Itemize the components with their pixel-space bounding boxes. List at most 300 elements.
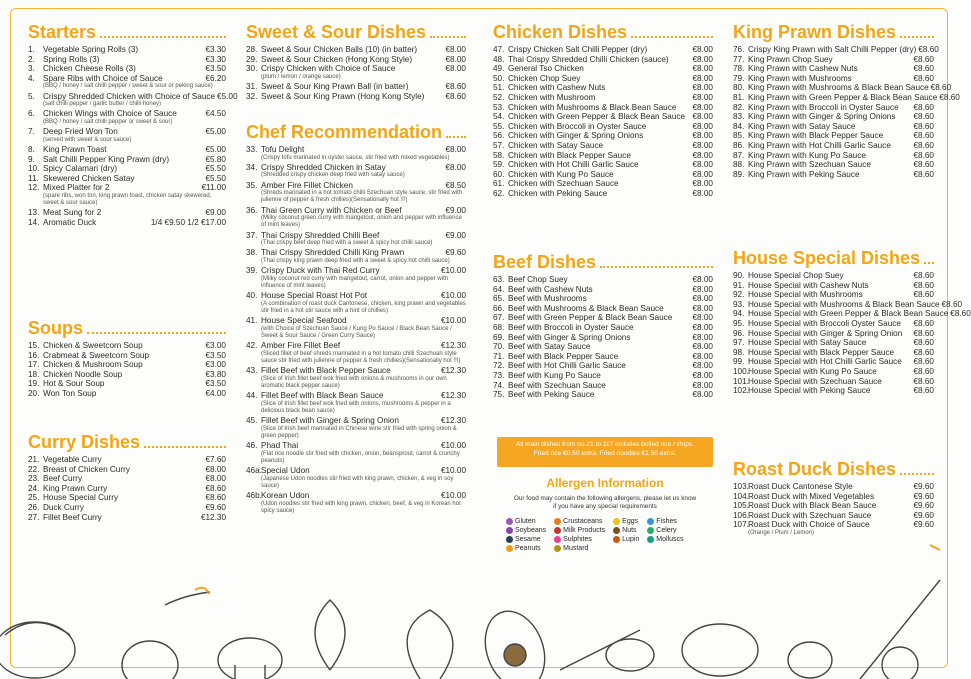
- menu-item-price: €8.60: [913, 376, 934, 386]
- allergen-entry: [554, 527, 605, 534]
- menu-item-description: (Sliced fillet of beef shreds marinated in a hot tomato chilli Szechuan style sauce stir fried with julienne of pepper & fresh chillies)(Sensationally hot !!!): [261, 350, 461, 364]
- menu-item-name: House Special with Szechuan Sauce: [748, 376, 882, 386]
- menu-item-num: 19.: [28, 379, 40, 389]
- menu-item-num: 39.: [246, 266, 258, 276]
- menu-item-description: (with Choice of Szechuan Sauce / Kung Po Sauce / Black Bean Sauce / Sweet & Sour Sauce / Green Curry Sauce): [261, 325, 452, 339]
- menu-item-name: House Special with Ginger & Spring Onion: [748, 328, 903, 338]
- menu-item-name: Crispy Duck with Thai Red Curry: [261, 266, 380, 276]
- menu-item-price: €8.60: [913, 290, 934, 300]
- menu-item-num: 23.: [28, 474, 40, 484]
- menu-item-name: Chicken Wings with Choice of Sauce: [43, 109, 177, 119]
- allergen-entry: [506, 518, 546, 525]
- menu-item-name: Roast Duck with Choice of Sauce: [748, 520, 870, 530]
- title-dots: [144, 446, 226, 448]
- menu-item-price: €8.60: [913, 112, 934, 122]
- menu-section: [493, 22, 713, 199]
- menu-item-num: 20.: [28, 388, 40, 398]
- menu-item-num: 68.: [493, 322, 505, 332]
- menu-item-num: 46.: [246, 441, 258, 451]
- section-title: [733, 22, 934, 42]
- menu-item-price: €8.60: [913, 357, 934, 367]
- menu-item-price: €8.00: [445, 162, 466, 172]
- menu-item-name: Thai Crispy Shredded Chilli Beef: [261, 230, 380, 240]
- leek-icon: [860, 580, 940, 679]
- menu-item: [28, 208, 226, 218]
- menu-item-name: Beef with Green Pepper & Black Bean Sauce: [508, 313, 673, 323]
- menu-item-num: 65.: [493, 294, 505, 304]
- menu-item-num: 96.: [733, 328, 745, 338]
- menu-item-price: €8.60: [913, 366, 934, 376]
- avocado-icon: [475, 603, 555, 679]
- menu-item-num: 62.: [493, 188, 505, 198]
- menu-item-price: €10.00: [440, 266, 466, 276]
- menu-item-description: (Udon noodles stir fried with king prawn, chicken, beef, & veg in Korean hot spicy sauce): [261, 500, 461, 514]
- menu-item: [493, 160, 713, 170]
- title-dots: [446, 136, 466, 138]
- menu-item-num: 106.: [733, 510, 749, 520]
- menu-item-price: €8.00: [692, 188, 713, 198]
- menu-item-num: 64.: [493, 284, 505, 294]
- menu-item-price: €8.60: [913, 160, 934, 170]
- menu-item-name: Thai Crispy Shredded Chilli King Prawn: [261, 248, 405, 258]
- menu-item-name: Special Udon: [261, 466, 310, 476]
- menu-item-name: House Special with Satay Sauce: [748, 338, 867, 348]
- menu-item-price: €8.00: [692, 150, 713, 160]
- menu-item-description: (Shreds marinated in a hot tomato chilli Szechuan style sauce, stir fried with julienne of pepper & fresh chillies)(Sensationally hot !!!): [261, 190, 463, 204]
- menu-item-num: 71.: [493, 351, 505, 361]
- menu-item: [733, 338, 934, 348]
- menu-item-name: King Prawn with Black Pepper Sauce: [748, 131, 884, 141]
- menu-item-name: Chicken with Broccoli in Oyster Sauce: [508, 121, 647, 131]
- allergen-entry: [613, 518, 639, 525]
- menu-item-name: King Prawn Curry: [43, 483, 108, 493]
- menu-item-price: €4.50: [205, 109, 226, 119]
- menu-item-price: €3.00: [205, 360, 226, 370]
- menu-item: [246, 491, 466, 501]
- menu-item-price: €8.00: [692, 169, 713, 179]
- menu-item-price: €3.00: [205, 341, 226, 350]
- menu-item-description: (A combination of roast duck Cantonese, chicken, king prawn and vegetables stir fried in a hot stir sauce with a hint of chillies): [261, 300, 466, 314]
- menu-item-name: Beef Chop Suey: [508, 275, 568, 284]
- menu-item: [733, 357, 934, 367]
- section-title: [28, 432, 226, 452]
- menu-item-num: 101.: [733, 376, 749, 386]
- menu-item: [493, 122, 713, 132]
- allergen-label: Lupin: [622, 536, 640, 543]
- menu-item-name: House Special Seafood: [261, 316, 347, 326]
- menu-item: [28, 145, 226, 155]
- menu-item-price: €8.60: [913, 73, 934, 83]
- menu-item: [28, 503, 226, 513]
- menu-section: [733, 248, 971, 396]
- menu-item: [493, 304, 713, 314]
- menu-item-name: Chicken with Kung Po Sauce: [508, 169, 614, 179]
- menu-item: [733, 520, 934, 530]
- menu-item-num: 21.: [28, 455, 40, 464]
- allergen-entry: [647, 527, 683, 534]
- menu-item-name: House Special with Mushrooms & Black Bean Sauce: [748, 299, 940, 309]
- menu-item-name: House Special with Mushrooms: [748, 290, 863, 300]
- menu-item: [733, 55, 934, 65]
- menu-item-num: 12.: [28, 183, 40, 193]
- menu-item: [28, 91, 238, 102]
- main-dishes-note: All main dishes from no.21 to 117 includes boiled rice / chips. Fried rice €0.50 extra. Fried noodles €1.50 extra.: [497, 437, 713, 467]
- allergen-label: Milk Products: [563, 527, 606, 534]
- allergen-label: Mustard: [563, 545, 589, 552]
- menu-item: [493, 352, 713, 362]
- menu-item-price: €8.00: [692, 112, 713, 122]
- section-title-text: Curry Dishes: [28, 432, 141, 452]
- menu-item-num: 107.: [733, 520, 749, 530]
- pepper-icon: [788, 642, 832, 678]
- menu-item: [733, 45, 939, 55]
- menu-item: [733, 141, 934, 151]
- menu-item-price: €8.60: [913, 140, 934, 150]
- menu-item-num: 95.: [733, 318, 745, 328]
- menu-item-name: Amber Fire Fillet Chicken: [261, 180, 353, 190]
- section-title: [733, 459, 934, 479]
- menu-item: [733, 377, 934, 387]
- menu-item-price: €10.00: [440, 466, 466, 476]
- menu-item-price: €8.00: [692, 73, 713, 83]
- menu-item-num: 70.: [493, 342, 505, 352]
- section-title: [28, 22, 226, 42]
- menu-item-num: 40.: [246, 291, 258, 301]
- menu-item-name: Aromatic Duck: [43, 217, 97, 227]
- menu-item-price: €8.00: [692, 45, 713, 54]
- menu-item-price: €8.00: [445, 54, 466, 64]
- menu-item-price: €8.60: [913, 280, 934, 290]
- menu-item: [733, 151, 934, 161]
- menu-item: [246, 416, 466, 426]
- menu-item-num: 74.: [493, 380, 505, 390]
- menu-item-num: 51.: [493, 83, 505, 93]
- menu-item: [28, 183, 226, 193]
- menu-item-price: €6.20: [205, 73, 226, 83]
- menu-item-num: 36.: [246, 205, 258, 215]
- menu-item: [28, 74, 226, 84]
- menu-item: [733, 290, 934, 300]
- menu-item-num: 72.: [493, 361, 505, 371]
- menu-item: [28, 360, 226, 370]
- menu-item: [28, 455, 226, 465]
- menu-item-price: €10.00: [440, 491, 466, 501]
- mushroom-icon: [218, 638, 282, 679]
- allergen-entry: [554, 518, 605, 525]
- menu-item: [28, 341, 226, 351]
- menu-item: [733, 367, 934, 377]
- menu-item: [246, 206, 466, 216]
- menu-item-price: €8.00: [692, 121, 713, 131]
- title-dots: [600, 266, 713, 268]
- menu-item-description: (Slice of Irish beef marinated in Chinese wine stir fried with spring onion & green pepper): [261, 425, 457, 439]
- allergen-label: Celery: [656, 527, 677, 534]
- menu-item: [246, 231, 466, 241]
- menu-item: [733, 122, 934, 132]
- menu-item-name: Crispy Chicken with Choice of Sauce: [261, 64, 396, 74]
- menu-item-price: €8.00: [445, 145, 466, 154]
- menu-section: [733, 22, 960, 179]
- menu-item: [733, 103, 934, 113]
- menu-item-price: €3.50: [205, 350, 226, 360]
- menu-item-name: Spring Rolls (3): [43, 54, 100, 64]
- menu-item-name: Spicy Calamari (dry): [43, 164, 118, 174]
- menu-item-price: €8.00: [692, 390, 713, 400]
- menu-item: [246, 316, 466, 326]
- menu-item-price: €8.00: [692, 102, 713, 112]
- menu-item-num: 80.: [733, 83, 745, 93]
- menu-item-name: House Special Chop Suey: [748, 271, 844, 280]
- menu-item-name: House Special with Peking Sauce: [748, 386, 871, 396]
- menu-item-price: €12.30: [200, 512, 226, 522]
- menu-item: [246, 145, 466, 155]
- menu-item: [733, 64, 934, 74]
- allergen-dot-icon: [613, 518, 620, 525]
- menu-item-name: House Special Curry: [43, 493, 119, 503]
- menu-item-price: €8.50: [445, 180, 466, 190]
- menu-item: [493, 179, 713, 189]
- menu-item-description: (Crispy tofu marinated in oyster sauce, stir fried with mixed vegetables): [261, 154, 450, 161]
- menu-item-price: €8.00: [692, 380, 713, 390]
- menu-item-name: Chicken Chop Suey: [508, 73, 581, 83]
- menu-item-name: House Special with Black Pepper Sauce: [748, 347, 895, 357]
- menu-item-num: 6.: [28, 109, 35, 119]
- menu-item: [246, 391, 466, 401]
- menu-item-num: 47.: [493, 45, 505, 54]
- menu-item: [246, 366, 466, 376]
- menu-item-description: (Japanese Udon noodles stir fried with king prawn, chicken, & veg in soy sauce): [261, 475, 454, 489]
- menu-item-name: Mixed Platter for 2: [43, 183, 110, 193]
- menu-item-price: €8.60: [918, 45, 939, 54]
- menu-item: [493, 189, 713, 199]
- menu-item-num: 90.: [733, 271, 745, 280]
- menu-item-description: (Slice of Irish fillet beef wok fried with onions & mushrooms in our own aromatic black pepper sauce): [261, 375, 447, 389]
- menu-item-num: 79.: [733, 73, 745, 83]
- menu-item-num: 38.: [246, 248, 258, 258]
- menu-item-name: King Prawn with Satay Sauce: [748, 121, 856, 131]
- menu-item: [246, 266, 466, 276]
- menu-item-num: 41.: [246, 316, 258, 326]
- menu-item-price: €8.00: [692, 313, 713, 323]
- menu-item-num: 67.: [493, 313, 505, 323]
- menu-item-description: (Shredded crispy chicken deep fried with satay sauce): [261, 172, 405, 179]
- menu-item-num: 26.: [28, 502, 40, 512]
- menu-item-price: €5.00: [217, 91, 238, 101]
- menu-item: [493, 131, 713, 141]
- title-dots: [430, 36, 466, 38]
- menu-item: [246, 181, 466, 191]
- menu-item-num: 87.: [733, 150, 745, 160]
- chili-icon: [315, 600, 345, 670]
- menu-item-name: Korean Udon: [261, 491, 310, 501]
- menu-item-price: €8.60: [913, 169, 934, 179]
- menu-item: [493, 313, 713, 323]
- menu-item: [28, 218, 226, 228]
- menu-item-price: €8.60: [913, 150, 934, 160]
- menu-item: [28, 174, 226, 184]
- menu-item-price: €8.60: [913, 271, 934, 280]
- menu-item-name: Beef with Broccoli in Oyster Sauce: [508, 322, 634, 332]
- menu-item: [733, 281, 934, 291]
- menu-item: [493, 323, 713, 333]
- menu-item: [733, 348, 934, 358]
- menu-item: [28, 351, 226, 361]
- menu-item: [493, 333, 713, 343]
- menu-item-price: €8.60: [930, 83, 952, 93]
- menu-item: [733, 319, 934, 329]
- menu-item-name: Chicken with Hot Chilli Garlic Sauce: [508, 160, 639, 170]
- allergen-label: Crustaceans: [563, 518, 603, 525]
- menu-item-name: Crispy Shredded Chicken in Satay: [261, 162, 386, 172]
- menu-item-num: 5.: [28, 91, 35, 101]
- menu-item: [493, 390, 713, 400]
- menu-item-num: 14.: [28, 217, 40, 227]
- menu-item-price: €8.00: [692, 370, 713, 380]
- section-title-text: Roast Duck Dishes: [733, 459, 897, 479]
- menu-item-price: €8.60: [913, 121, 934, 131]
- menu-item: [246, 55, 466, 65]
- menu-item-name: Amber Fire Fillet Beef: [261, 341, 341, 351]
- menu-item: [246, 64, 466, 74]
- menu-item-num: 15.: [28, 341, 40, 350]
- menu-item: [733, 386, 934, 396]
- menu-item: [493, 381, 713, 391]
- menu-item-price: €12.30: [440, 341, 466, 351]
- menu-item: [28, 389, 226, 399]
- menu-item-price: €8.00: [692, 284, 713, 294]
- menu-item: [493, 151, 713, 161]
- title-dots: [924, 262, 934, 264]
- menu-item-price: €8.00: [692, 332, 713, 342]
- menu-item: [493, 55, 713, 65]
- menu-item-num: 4.: [28, 73, 35, 83]
- menu-item-name: Beef with Mushrooms: [508, 294, 587, 304]
- allergen-label: Fishes: [656, 518, 677, 525]
- menu-item: [733, 299, 963, 310]
- menu-item-num: 100.: [733, 366, 749, 376]
- menu-item: [28, 164, 226, 174]
- menu-item-name: Chicken with Cashew Nuts: [508, 83, 606, 93]
- menu-item-num: 33.: [246, 145, 258, 154]
- menu-item-name: Sweet & Sour Chicken Balls (10) (in batter): [261, 45, 418, 54]
- menu-item-num: 24.: [28, 483, 40, 493]
- menu-item: [733, 511, 934, 521]
- menu-item-price: €8.00: [692, 54, 713, 64]
- menu-item-name: Crabmeat & Sweetcorn Soup: [43, 350, 150, 360]
- allergen-label: Nuts: [622, 527, 637, 534]
- menu-item-name: Chicken with Ginger & Spring Onions: [508, 131, 644, 141]
- menu-item-num: 98.: [733, 347, 745, 357]
- menu-item-name: Meat Sung for 2: [43, 208, 102, 218]
- menu-item-price: €5.80: [205, 154, 226, 164]
- menu-item-num: 13.: [28, 208, 40, 218]
- menu-item-num: 30.: [246, 64, 258, 74]
- menu-item-name: King Prawn Chop Suey: [748, 54, 833, 64]
- menu-item-num: 48.: [493, 54, 505, 64]
- menu-item-price: €8.00: [692, 275, 713, 284]
- menu-item-price: €8.60: [913, 102, 934, 112]
- menu-item-price: €10.00: [440, 441, 466, 451]
- menu-item-num: 53.: [493, 102, 505, 112]
- menu-item-name: King Prawn with Cashew Nuts: [748, 64, 858, 74]
- menu-item-price: €8.00: [692, 160, 713, 170]
- menu-item-price: €8.60: [913, 338, 934, 348]
- menu-item: [493, 64, 713, 74]
- menu-item: [28, 484, 226, 494]
- menu-item-num: 91.: [733, 280, 745, 290]
- menu-item-price: €3.50: [205, 64, 226, 74]
- menu-item: [246, 163, 466, 173]
- menu-item-num: 43.: [246, 366, 258, 376]
- menu-item-name: Salt Chilli Pepper King Prawn (dry): [43, 154, 170, 164]
- allergen-dot-icon: [554, 518, 561, 525]
- menu-item-num: 45.: [246, 416, 258, 426]
- section-title: [246, 122, 466, 142]
- menu-item-name: House Special with Broccoli Oyster Sauce: [748, 318, 901, 328]
- menu-item-num: 8.: [28, 144, 35, 154]
- menu-item-name: Beef with Szechuan Sauce: [508, 380, 606, 390]
- menu-item-name: Beef with Mushrooms & Black Bean Sauce: [508, 303, 664, 313]
- title-dots: [100, 36, 226, 38]
- allergen-dot-icon: [506, 527, 513, 534]
- menu-section: [733, 459, 934, 538]
- menu-item-name: Beef with Hot Chilli Garlic Sauce: [508, 361, 626, 371]
- menu-item-name: Roast Duck with Szechuan Sauce: [748, 510, 872, 520]
- menu-item-num: 2.: [28, 54, 35, 64]
- menu-item-description: (Slice of Irish fillet beef wok fried with onions, mushrooms & pepper in a delicious black bean sauce): [261, 400, 451, 414]
- menu-item-name: King Prawn with Mushrooms: [748, 73, 852, 83]
- menu-item-num: 34.: [246, 162, 258, 172]
- menu-item-price: €5.00: [205, 144, 226, 154]
- menu-item-price: €8.60: [939, 92, 960, 102]
- menu-item-name: Breast of Chicken Curry: [43, 464, 130, 474]
- menu-item-num: 89.: [733, 169, 745, 179]
- menu-item-num: 50.: [493, 73, 505, 83]
- menu-item-name: King Prawn with Green Pepper & Black Bean Sauce: [748, 92, 938, 102]
- menu-item: [28, 493, 226, 503]
- menu-item-name: Thai Crispy Shredded Chilli Chicken (sauce): [508, 54, 669, 64]
- section-title-text: House Special Dishes: [733, 248, 921, 268]
- menu-item-num: 29.: [246, 54, 258, 64]
- menu-item-name: King Prawn with Szechuan Sauce: [748, 160, 871, 170]
- menu-item: [28, 370, 226, 380]
- menu-item-num: 32.: [246, 91, 258, 101]
- menu-item-price: €8.00: [692, 179, 713, 189]
- menu-item-num: 59.: [493, 160, 505, 170]
- menu-item-name: Thai Green Curry with Chicken or Beef: [261, 205, 402, 215]
- menu-item: [733, 170, 934, 180]
- menu-item-name: Chicken with Mushrooms & Black Bean Sauce: [508, 102, 677, 112]
- menu-item-num: 55.: [493, 121, 505, 131]
- menu-item-name: Beef with Satay Sauce: [508, 342, 591, 352]
- menu-item-num: 105.: [733, 501, 749, 511]
- menu-item-num: 93.: [733, 299, 745, 309]
- menu-item-num: 9.: [28, 154, 35, 164]
- section-title: [733, 248, 934, 268]
- allergen-label: Eggs: [622, 518, 639, 525]
- menu-item-name: House Special Roast Hot Pot: [261, 291, 368, 301]
- allergen-label: Molluscs: [656, 536, 684, 543]
- menu-item-price: €3.80: [205, 369, 226, 379]
- menu-item-num: 44.: [246, 391, 258, 401]
- menu-item-num: 10.: [28, 164, 40, 174]
- carrot-icon: [560, 630, 640, 670]
- menu-item-num: 16.: [28, 350, 40, 360]
- menu-item: [28, 64, 226, 74]
- menu-item-price: €4.00: [205, 388, 226, 398]
- title-dots: [631, 36, 713, 38]
- menu-item-num: 84.: [733, 121, 745, 131]
